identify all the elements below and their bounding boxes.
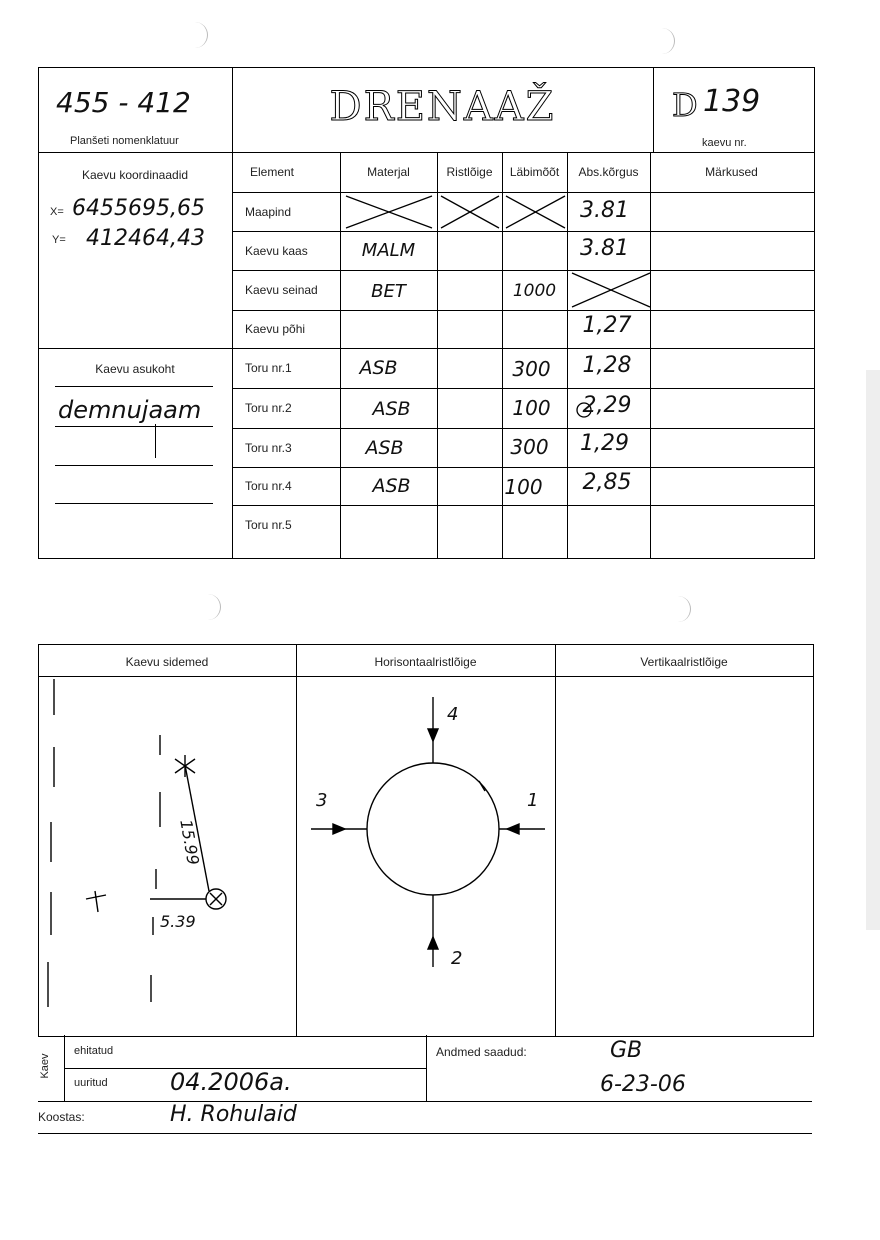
y-prefix: Y=: [52, 234, 66, 246]
x-prefix: X=: [50, 206, 64, 218]
row-element: Toru nr.4: [245, 479, 292, 493]
material-cell: ASB: [372, 475, 411, 497]
surveyed-label: uuritud: [74, 1077, 108, 1089]
well-links-sketch: [38, 677, 296, 1035]
pipe-label-2: 2: [451, 948, 463, 969]
pipe-label-3: 3: [316, 790, 328, 811]
diameter-cell: 300: [512, 357, 551, 381]
height-cell: 2,85: [582, 470, 632, 495]
header-height: Abs.kõrgus: [578, 165, 639, 179]
material-cell: ASB: [359, 357, 398, 379]
diameter-cell: 1000: [512, 281, 557, 301]
header-notes: Märkused: [705, 165, 758, 179]
pipe-label-4: 4: [447, 704, 459, 725]
author-value: H. Rohulaid: [170, 1102, 297, 1127]
row-element: Maapind: [245, 205, 292, 219]
location-label: Kaevu asukoht: [95, 362, 175, 376]
distance-long: 15.99: [176, 818, 203, 867]
height-cell: 1,27: [582, 313, 632, 338]
height-cell: 1,29: [580, 431, 629, 456]
author-label: Koostas:: [38, 1110, 85, 1124]
well-number: 139: [703, 84, 761, 119]
page-title: DRENAAŽ: [329, 84, 556, 130]
y-value: 412464,43: [86, 226, 205, 251]
row-element: Kaevu seinad: [245, 283, 318, 297]
row-element: Kaevu põhi: [245, 322, 306, 336]
row-element: Toru nr.1: [245, 361, 292, 375]
horizontal-section-label: Horisontaalristlõige: [374, 655, 477, 669]
row-element: Kaevu kaas: [245, 244, 308, 258]
built-label: ehitatud: [74, 1045, 114, 1057]
links-label: Kaevu sidemed: [125, 655, 209, 669]
location-value: demnujaam: [58, 396, 202, 424]
row-element: Toru nr.5: [245, 518, 292, 532]
header-section: Ristlõige: [446, 165, 493, 179]
diameter-cell: 100: [504, 475, 543, 499]
coords-label: Kaevu koordinaadid: [81, 168, 189, 182]
side-label: Kaev: [39, 1053, 51, 1079]
distance-short: 5.39: [160, 912, 196, 931]
header-element: Element: [249, 165, 295, 179]
header-diameter: Läbimõõt: [509, 165, 560, 179]
well-prefix: D: [672, 86, 700, 124]
material-cell: MALM: [361, 240, 416, 261]
row-element: Toru nr.3: [245, 441, 292, 455]
data-label: Andmed saadud:: [436, 1045, 527, 1059]
well-label: kaevu nr.: [702, 137, 747, 149]
height-cell: 2,29: [582, 393, 632, 418]
material-cell: ASB: [365, 437, 404, 459]
row-element: Toru nr.2: [245, 401, 292, 415]
height-cell: 3.81: [580, 236, 629, 261]
height-cell: 3.81: [580, 198, 629, 223]
surveyed-value: 04.2006a.: [170, 1068, 292, 1096]
diameter-cell: 100: [512, 396, 551, 420]
material-cell: ASB: [372, 398, 411, 420]
diameter-cell: 300: [510, 435, 549, 459]
vertical-section-label: Vertikaalristlõige: [640, 655, 728, 669]
header-material: Materjal: [367, 165, 410, 179]
x-value: 6455695,65: [72, 196, 205, 221]
data-value-1: GB: [610, 1038, 643, 1063]
pipe-label-1: 1: [527, 790, 539, 811]
nomenclature-value: 455 - 412: [56, 86, 191, 119]
height-cell: 1,28: [582, 353, 632, 378]
material-cell: BET: [371, 281, 406, 302]
nomenclature-label: Planšeti nomenklatuur: [70, 135, 179, 147]
horizontal-section-drawing: [297, 677, 555, 1035]
data-value-2: 6-23-06: [600, 1072, 686, 1097]
